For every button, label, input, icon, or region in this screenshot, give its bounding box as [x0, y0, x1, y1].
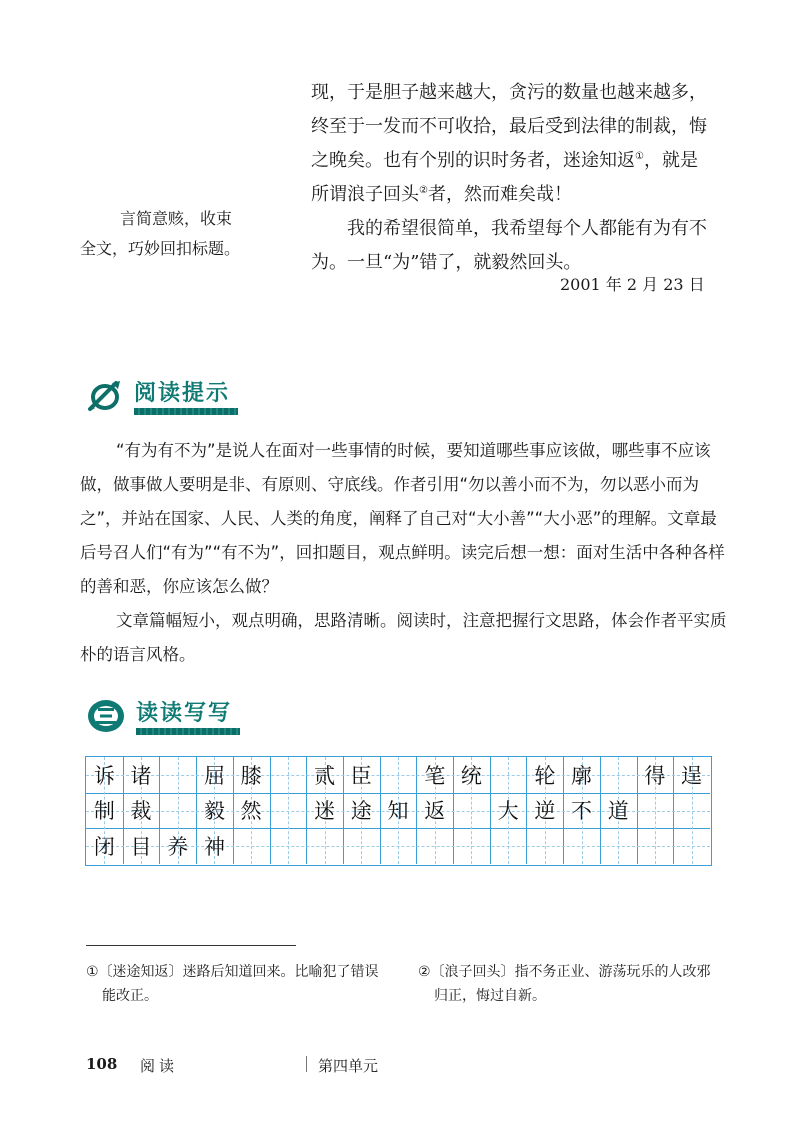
read-write-title-text: 读读写写	[136, 701, 233, 726]
footnote-text: 指不务正业、游荡玩乐的人改邪	[514, 964, 711, 980]
grid-cell: 统	[460, 763, 482, 788]
grid-cell	[270, 828, 307, 864]
footnote-line	[86, 960, 402, 984]
reading-tips-icon	[86, 379, 124, 413]
footnote-continuation: 归正，悔过自新。	[434, 988, 546, 1004]
grid-cell: 神	[203, 835, 225, 860]
grid-cell	[600, 828, 637, 864]
unit-label: 第四单元	[318, 1057, 379, 1075]
grid-cell	[453, 793, 490, 829]
page-number: 108	[86, 1055, 118, 1073]
grid-cell: 养	[167, 835, 189, 860]
body-line: 终至于一发而不可收拾，最后受到法律的制裁，悔	[311, 116, 707, 137]
grid-cell	[490, 757, 527, 793]
grid-cell: 迷	[314, 799, 336, 824]
grid-cell: 屈	[203, 763, 225, 788]
grid-cell: 毅	[203, 799, 225, 824]
tips-paragraph: 文章篇幅短小，观点明确，思路清晰。阅读时，注意把握行文思路，体会作者平实质朴的语言风格。	[80, 611, 727, 664]
grid-cell	[380, 757, 417, 793]
grid-cell: 知	[387, 799, 409, 824]
grid-cell	[233, 828, 270, 864]
grid-cell: 闭	[93, 835, 115, 860]
grid-cell	[673, 828, 710, 864]
grid-cell	[306, 828, 343, 864]
body-text-column	[311, 76, 723, 280]
footnote-marker: ②	[418, 964, 431, 980]
footnote-rule	[86, 945, 296, 946]
book-title: 阅读	[140, 1057, 179, 1075]
read-write-header	[86, 696, 232, 735]
reading-tips-header	[86, 376, 230, 415]
body-line-text: 者，然而难矣哉！	[427, 184, 572, 205]
grid-cell	[453, 828, 490, 864]
footnote-1	[86, 960, 402, 1008]
reading-tips-title	[134, 376, 230, 415]
body-line-text: 之晚矣。也有个别的识时务者，迷途知返	[311, 150, 635, 171]
footnote-line	[418, 960, 730, 984]
body-line-text: 所谓浪子回头	[311, 184, 419, 205]
footnote-marker: ①	[86, 964, 99, 980]
footer-divider	[306, 1056, 307, 1072]
footnote-continuation: 能改正。	[102, 988, 158, 1004]
footnote-text: 迷路后知道回来。比喻犯了错误	[182, 964, 379, 980]
footnote-term: 〔浪子回头〕	[430, 964, 515, 980]
grid-cell: 诸	[130, 763, 152, 788]
grid-cell	[270, 757, 307, 793]
body-line: 现，于是胆子越来越大，贪污的数量也越来越多，	[311, 82, 707, 103]
title-underline	[136, 728, 240, 735]
grid-cell	[159, 757, 196, 793]
body-line	[311, 178, 723, 212]
grid-cell: 目	[130, 835, 152, 860]
footnote-term: 〔迷途知返〕	[98, 964, 183, 980]
grid-cell: 贰	[314, 763, 336, 788]
grid-cell: 诉	[93, 763, 115, 788]
grid-cell: 逆	[534, 799, 556, 824]
writing-grid	[85, 756, 712, 866]
grid-cell: 道	[607, 799, 629, 824]
margin-annotation	[80, 204, 290, 264]
grid-cell: 途	[350, 799, 372, 824]
reading-tips-title-text: 阅读提示	[134, 381, 231, 406]
grid-cell	[526, 828, 563, 864]
grid-cell	[270, 793, 307, 829]
grid-cell	[416, 828, 453, 864]
read-write-title	[136, 696, 232, 735]
article-date: 2001 年 2 月 23 日	[560, 275, 705, 294]
grid-cell	[490, 828, 527, 864]
grid-cell: 制	[93, 799, 115, 824]
annotation-line: 全文，巧妙回扣标题。	[80, 239, 241, 258]
grid-cell	[600, 757, 637, 793]
title-underline	[134, 408, 238, 415]
closing-paragraph: 我的希望很简单，我希望每个人都能有为有不为。一旦“为”错了，就毅然回头。	[311, 218, 707, 273]
reading-tips-body	[80, 434, 728, 672]
grid-cell: 然	[240, 799, 262, 824]
grid-cell: 廓	[571, 763, 593, 788]
grid-cell: 得	[644, 763, 666, 788]
grid-cell: 膝	[240, 763, 262, 788]
grid-cell: 臣	[350, 763, 372, 788]
body-line-text: ，就是	[643, 150, 698, 171]
grid-cell: 返	[424, 799, 446, 824]
grid-cell: 裁	[130, 799, 152, 824]
grid-cell	[563, 828, 600, 864]
grid-cell: 大	[497, 799, 519, 824]
annotation-line: 言简意赅，收束	[120, 209, 233, 228]
read-write-icon	[86, 698, 126, 734]
body-line	[311, 144, 723, 178]
grid-cell: 轮	[534, 763, 556, 788]
grid-cell	[637, 828, 674, 864]
grid-cell: 笔	[424, 763, 446, 788]
grid-cell	[343, 828, 380, 864]
footnote-ref-2[interactable]: ②	[419, 185, 428, 196]
footnote-ref-1[interactable]: ①	[635, 151, 644, 162]
grid-cell	[637, 793, 674, 829]
grid-cell	[159, 793, 196, 829]
grid-cell: 逞	[681, 763, 703, 788]
grid-cell	[673, 793, 710, 829]
tips-paragraph: “有为有不为”是说人在面对一些事情的时候，要知道哪些事应该做，哪些事不应该做，做事做人要明是非、有原则、守底线。作者引用“勿以善小而不为，勿以恶小而为之”，并站在国家、人民、人类的角度，阐释了自己对“大小善”“大小恶”的理解。文章最后号召人们“有为”“有不为”，回扣题目，观点鲜明。读完后想一想：面对生活中各种各样的善和恶，你应该怎么做？	[80, 441, 725, 596]
footnote-2	[418, 960, 730, 1008]
grid-cell: 不	[571, 799, 593, 824]
grid-cell	[380, 828, 417, 864]
